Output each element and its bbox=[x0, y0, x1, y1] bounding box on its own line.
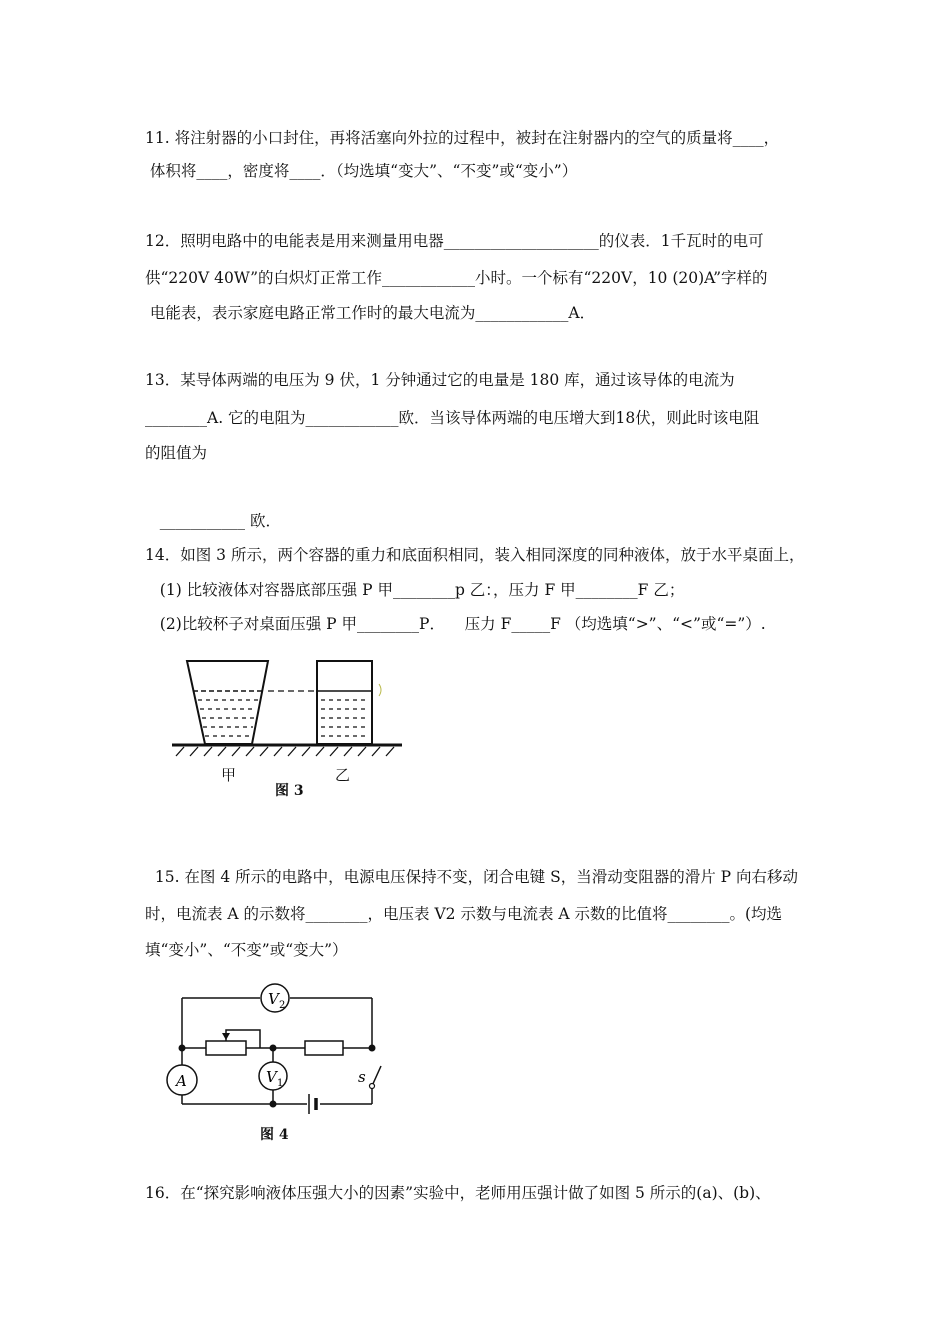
q13-line4: ___________ 欧． bbox=[145, 512, 281, 530]
fig3-caption: 图 3 bbox=[275, 783, 304, 799]
q14-line2: (1) 比较液体对容器底部压强 P 甲________p 乙：，压力 F 甲________F 乙； bbox=[145, 581, 685, 599]
q14-line1: 14．如图 3 所示，两个容器的重力和底面积相同，装入相同深度的同种液体，放于水平桌面上， bbox=[145, 546, 805, 564]
fig4-v2-label: V bbox=[268, 990, 279, 1008]
q15-line3: 填“变小”、“不变”或“变大”） bbox=[145, 941, 348, 959]
figure-4-circuit bbox=[160, 982, 390, 1112]
figure-3-containers bbox=[170, 658, 405, 758]
q12-line2: 供“220V 40W”的白炽灯正常工作____________小时。一个标有“220V，10 (20)A”字样的 bbox=[145, 269, 768, 287]
q13-line2: ________A. 它的电阻为____________欧．当该导体两端的电压增大到18伏，则此时该电阻 bbox=[145, 409, 760, 427]
fig4-ammeter-label: A bbox=[176, 1072, 187, 1090]
fig4-caption: 图 4 bbox=[260, 1127, 289, 1143]
q14-line3: (2)比较杯子对桌面压强 P 甲________P． 压力 F_____F （均选填“>”、“<”或“=”）. bbox=[145, 615, 766, 633]
q11-line1: 11. 将注射器的小口封住，再将活塞向外拉的过程中，被封在注射器内的空气的质量将____， bbox=[145, 129, 780, 147]
q15-line1: 15. 在图 4 所示的电路中，电源电压保持不变，闭合电键 S，当滑动变阻器的滑片 P 向右移动 bbox=[145, 868, 798, 886]
q13-line1: 13．某导体两端的电压为 9 伏，1 分钟通过它的电量是 180 库，通过该导体的电流为 bbox=[145, 371, 735, 389]
q13-line3: 的阻值为 bbox=[145, 444, 208, 462]
fig3-label-yi: 乙 bbox=[335, 766, 351, 784]
fig4-v1-label: V bbox=[266, 1068, 277, 1086]
fig4-switch-label: s bbox=[358, 1068, 366, 1086]
fig3-label-jia: 甲 bbox=[221, 766, 237, 784]
fig4-v1-subscript: 1 bbox=[277, 1078, 284, 1089]
fig4-v2-subscript: 2 bbox=[279, 1000, 286, 1011]
q16-line1: 16．在“探究影响液体压强大小的因素”实验中，老师用压强计做了如图 5 所示的(a)、(b)、 bbox=[145, 1184, 771, 1202]
q12-line3: 电能表，表示家庭电路正常工作时的最大电流为____________A． bbox=[145, 304, 596, 322]
q15-line2: 时，电流表 A 的示数将________，电压表 V2 示数与电流表 A 示数的比值将________。(均选 bbox=[145, 905, 783, 923]
q12-line1: 12．照明电路中的电能表是用来测量用电器____________________的仪表．1千瓦时的电可 bbox=[145, 232, 764, 250]
q11-line2: 体积将____，密度将____．（均选填“变大”、“不变”或“变小”） bbox=[145, 162, 578, 180]
